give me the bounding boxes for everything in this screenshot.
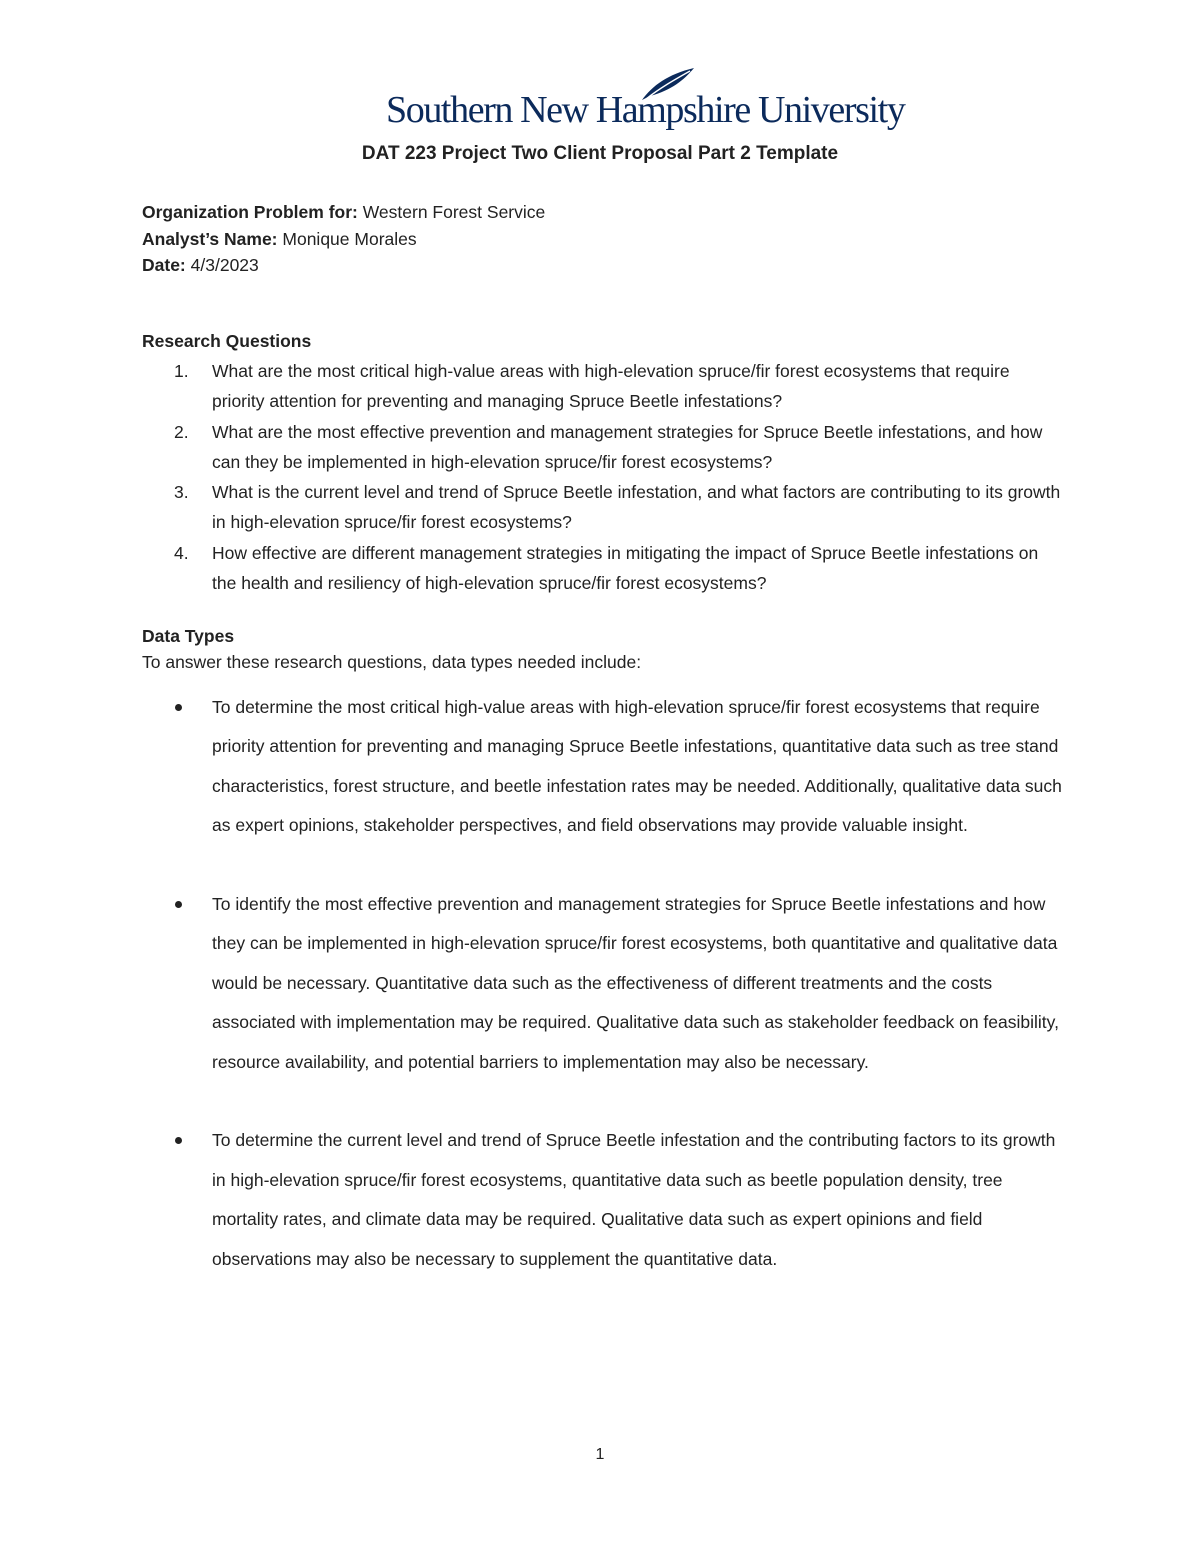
research-questions-list [142, 356, 1062, 598]
list-number: 3. [174, 482, 189, 503]
list-item [142, 538, 1062, 599]
list-item [142, 356, 1062, 417]
list-item [142, 1121, 1062, 1279]
list-item [142, 688, 1062, 846]
data-types-heading: Data Types [142, 626, 235, 646]
bullet-icon [175, 704, 182, 711]
date-line [142, 252, 545, 279]
data-types-intro: To answer these research questions, data types needed include: [142, 652, 642, 672]
list-item [142, 417, 1062, 478]
organization-line [142, 199, 545, 226]
list-text: To determine the most critical high-value areas with high-elevation spruce/fir forest ecosystems that require priority attention for preventing and managing Spruce Beetle infestations, quantitative data such as tree stand characteristics, forest structure, and beetle infestation rates may be needed. Additionally, qualitative data such as expert opinions, stakeholder perspectives, and field observations may provide valuable insight. [212, 697, 1062, 836]
page-title: DAT 223 Project Two Client Proposal Part 2 Template [361, 143, 839, 164]
organization-value: Western Forest Service [362, 202, 546, 222]
logo-wordmark: Southern New Hampshire University [386, 89, 905, 131]
analyst-line [142, 226, 545, 253]
date-label: Date: [142, 255, 186, 275]
analyst-label: Analyst’s Name: [142, 228, 278, 249]
analyst-value: Monique Morales [282, 228, 417, 249]
list-text: To identify the most effective prevention and management strategies for Spruce Beetle infestations and how they can be implemented in high-elevation spruce/fir forest ecosystems, both quantitative and qualitative data would be necessary. Quantitative data such as the effectiveness of different treatments and the costs associated with implementation may be required. Qualitative data such as stakeholder feedback on feasibility, resource availability, and potential barriers to implementation may also be necessary. [212, 894, 1059, 1072]
document-meta [142, 199, 545, 279]
list-text: What are the most critical high-value areas with high-elevation spruce/fir forest ecosystems that require priority attention for preventing and managing Spruce Beetle infestations? [212, 361, 1010, 412]
organization-label: Organization Problem for: [142, 202, 358, 222]
bullet-icon [175, 1137, 182, 1144]
list-item [142, 885, 1062, 1082]
list-number: 1. [174, 361, 189, 381]
list-number: 2. [174, 421, 189, 442]
bullet-icon [175, 901, 182, 908]
data-types-list [142, 688, 1062, 1318]
list-item [142, 477, 1062, 538]
list-text: What is the current level and trend of Spruce Beetle infestation, and what factors are contributing to its growth in high-elevation spruce/fir forest ecosystems? [212, 482, 1061, 533]
date-value: 4/3/2023 [190, 255, 259, 275]
page-number: 1 [595, 1446, 605, 1463]
list-text: How effective are different management strategies in mitigating the impact of Spruce Beetle infestations on the health and resiliency of high-elevation spruce/fir forest ecosystems? [212, 542, 1039, 594]
list-text: To determine the current level and trend of Spruce Beetle infestation and the contributing factors to its growth in high-elevation spruce/fir forest ecosystems, quantitative data such as beetle population density, tree mortality rates, and climate data may be required. Qualitative data such as expert opinions and field observations may also be necessary to supplement the quantitative data. [212, 1130, 1056, 1269]
list-text: What are the most effective prevention and management strategies for Spruce Beetle infestations, and how can they be implemented in high-elevation spruce/fir forest ecosystems? [212, 421, 1043, 472]
university-logo [386, 66, 905, 136]
list-number: 4. [174, 542, 189, 563]
research-questions-heading: Research Questions [142, 331, 312, 351]
